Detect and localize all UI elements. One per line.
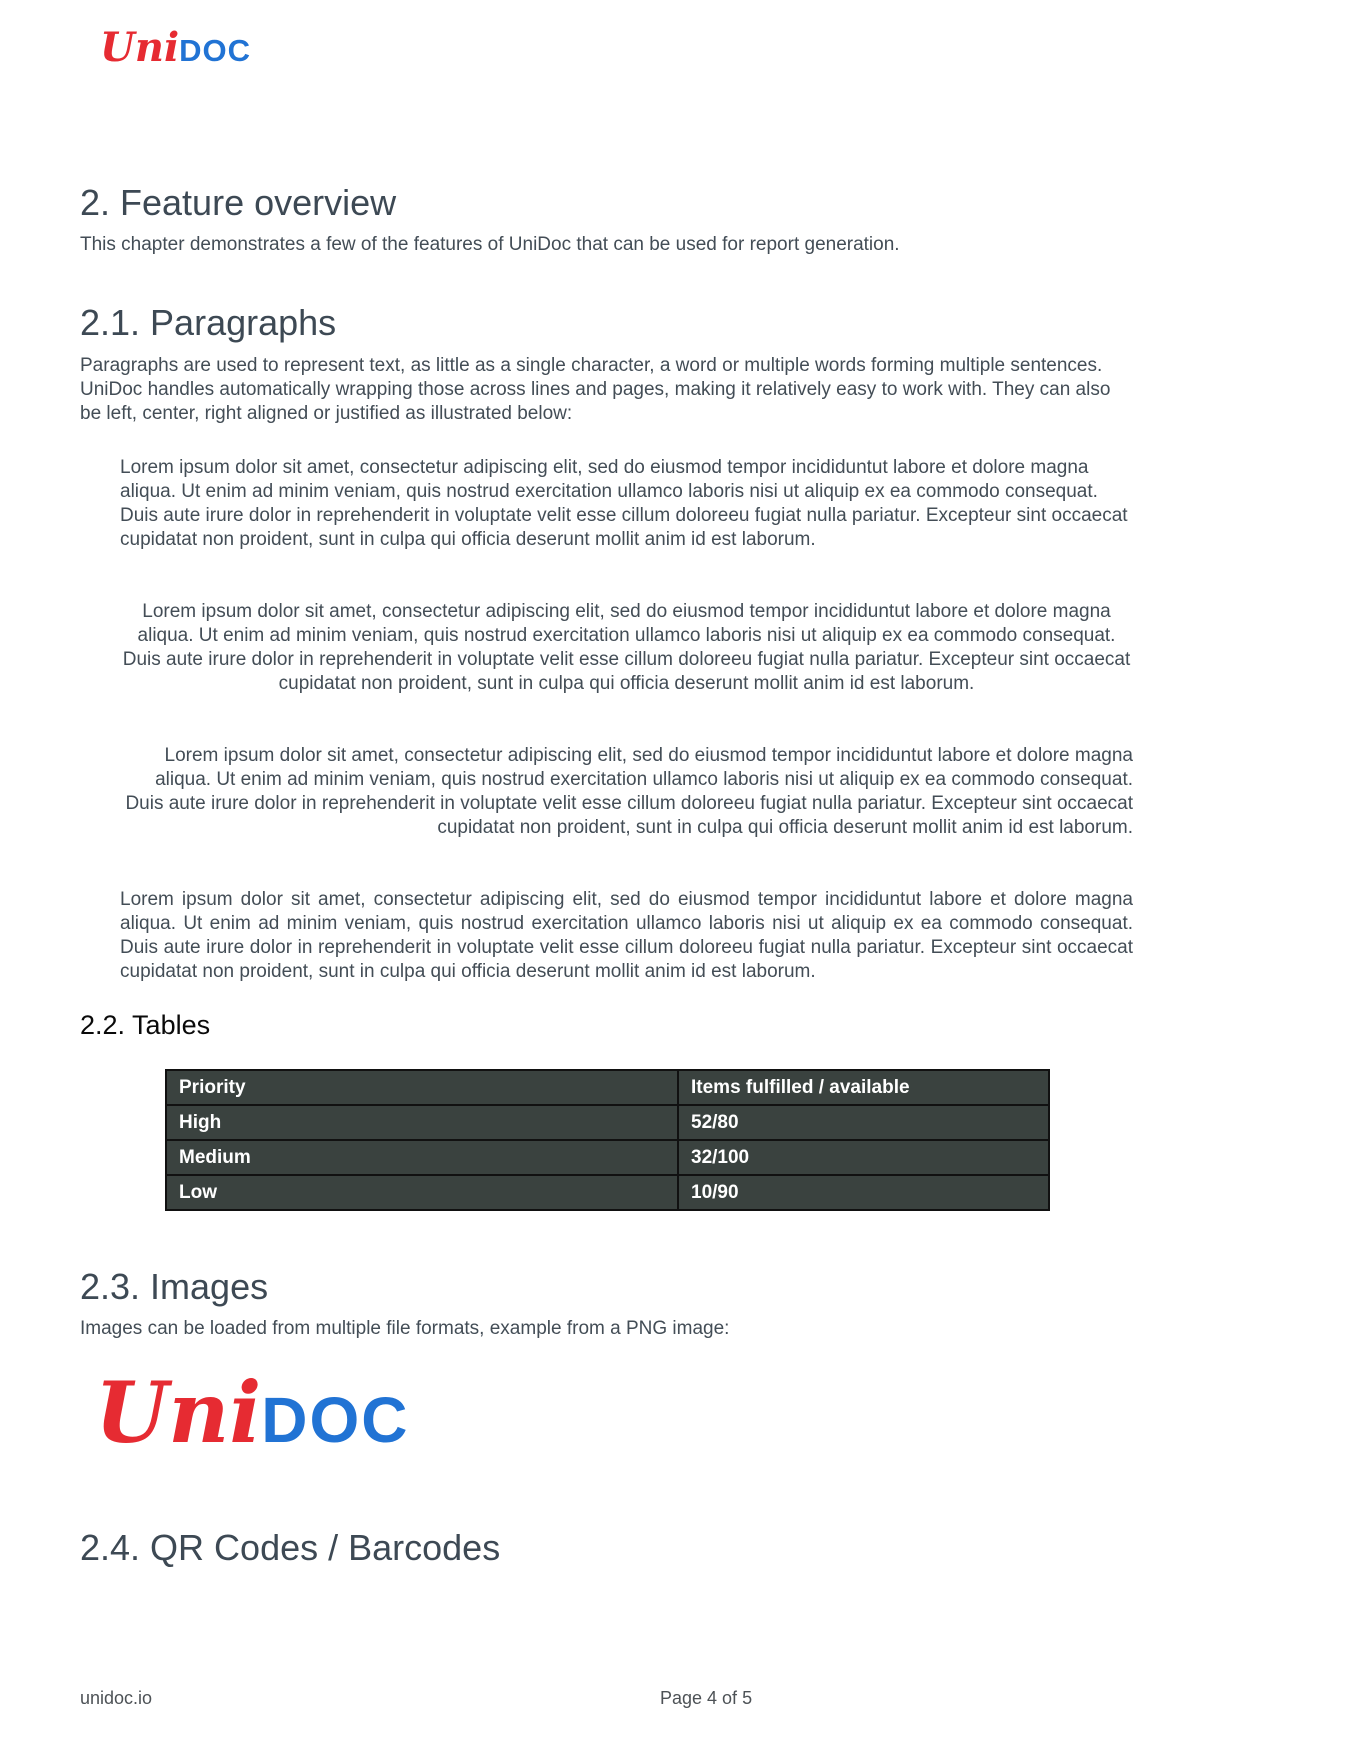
table-cell-priority: Medium — [166, 1140, 678, 1175]
brand-caps-text: DOC — [261, 1383, 410, 1456]
footer-site-label: unidoc.io — [80, 1688, 153, 1708]
embedded-brand-logo-image — [95, 1363, 1133, 1462]
images-intro: Images can be loaded from multiple file formats, example from a PNG image: — [80, 1317, 730, 1339]
footer-page-number: Page 4 of 5 — [660, 1688, 753, 1708]
table-cell-priority: Low — [166, 1175, 678, 1210]
table-header-items: Items fulfilled / available — [678, 1070, 1049, 1105]
table-cell-items: 32/100 — [678, 1140, 1049, 1175]
section-title-paragraphs: 2.1. Paragraphs — [80, 302, 337, 344]
section-title-feature-overview: 2. Feature overview — [80, 182, 397, 223]
section-title-tables: 2.2. Tables — [80, 1009, 211, 1040]
header-brand-logo — [100, 24, 1133, 71]
lorem-paragraph-left: Lorem ipsum dolor sit amet, consectetur adipiscing elit, sed do eiusmod tempor incididuntut labore et dolore magna aliqua. Ut enim ad minim veniam, quis nostrud exercitation ullamco laboris nisi ut aliquip ex ea commodo consequat. Duis aute irure dolor in reprehenderit in voluptate velit esse cillum doloreeu fugiat nulla pariatur. Excepteur sint occaecat cupidatat non proident, sunt in culpa qui officia deserunt mollit anim id est laborum. — [120, 456, 1128, 550]
table-header-priority: Priority — [166, 1070, 678, 1105]
page-content — [0, 24, 1356, 1568]
paragraphs-intro: Paragraphs are used to represent text, as little as a single character, a word or multiple words forming multiple sentences. UniDoc handles automatically wrapping those across lines and pages, making it relatively easy to work with. They can also be left, center, right aligned or justified as illustrated below: — [80, 354, 1111, 424]
feature-overview-intro: This chapter demonstrates a few of the features of UniDoc that can be used for report generation. — [80, 234, 900, 256]
section-title-images: 2.3. Images — [80, 1265, 269, 1307]
table-row-low — [166, 1175, 1049, 1210]
lorem-paragraph-justified: Lorem ipsum dolor sit amet, consectetur adipiscing elit, sed do eiusmod tempor incididuntut labore et dolore magna aliqua. Ut enim ad minim veniam, quis nostrud exercitation ullamco laboris nisi ut aliquip ex ea commodo consequat. Duis aute irure dolor in reprehenderit in voluptate velit esse cillum doloreeu fugiat nulla pariatur. Excepteur sint occaecat cupidatat non proident, sunt in culpa qui officia deserunt mollit anim id est laborum. — [120, 888, 1133, 982]
table-header-row — [166, 1070, 1049, 1105]
section-title-qr-codes: 2.4. QR Codes / Barcodes — [80, 1526, 501, 1568]
brand-script-text: Uni — [95, 1362, 262, 1462]
priority-table — [165, 1069, 1050, 1211]
table-row-high — [166, 1105, 1049, 1140]
table-cell-items: 10/90 — [678, 1175, 1049, 1210]
table-cell-priority: High — [166, 1105, 678, 1140]
brand-caps-text: DOC — [179, 33, 252, 68]
table-cell-items: 52/80 — [678, 1105, 1049, 1140]
brand-script-text: Uni — [100, 24, 180, 71]
table-row-medium — [166, 1140, 1049, 1175]
lorem-paragraph-right: Lorem ipsum dolor sit amet, consectetur adipiscing elit, sed do eiusmod tempor incididuntut labore et dolore magna aliqua. Ut enim ad minim veniam, quis nostrud exercitation ullamco laboris nisi ut aliquip ex ea commodo consequat. Duis aute irure dolor in reprehenderit in voluptate velit esse cillum doloreeu fugiat nulla pariatur. Excepteur sint occaecat cupidatat non proident, sunt in culpa qui officia deserunt mollit anim id est laborum. — [125, 744, 1133, 838]
lorem-paragraph-center: Lorem ipsum dolor sit amet, consectetur adipiscing elit, sed do eiusmod tempor incididuntut labore et dolore magna aliqua. Ut enim ad minim veniam, quis nostrud exercitation ullamco laboris nisi ut aliquip ex ea commodo consequat. Duis aute irure dolor in reprehenderit in voluptate velit esse cillum doloreeu fugiat nulla pariatur. Excepteur sint occaecat cupidatat non proident, sunt in culpa qui officia deserunt mollit anim id est laborum. — [122, 600, 1131, 694]
